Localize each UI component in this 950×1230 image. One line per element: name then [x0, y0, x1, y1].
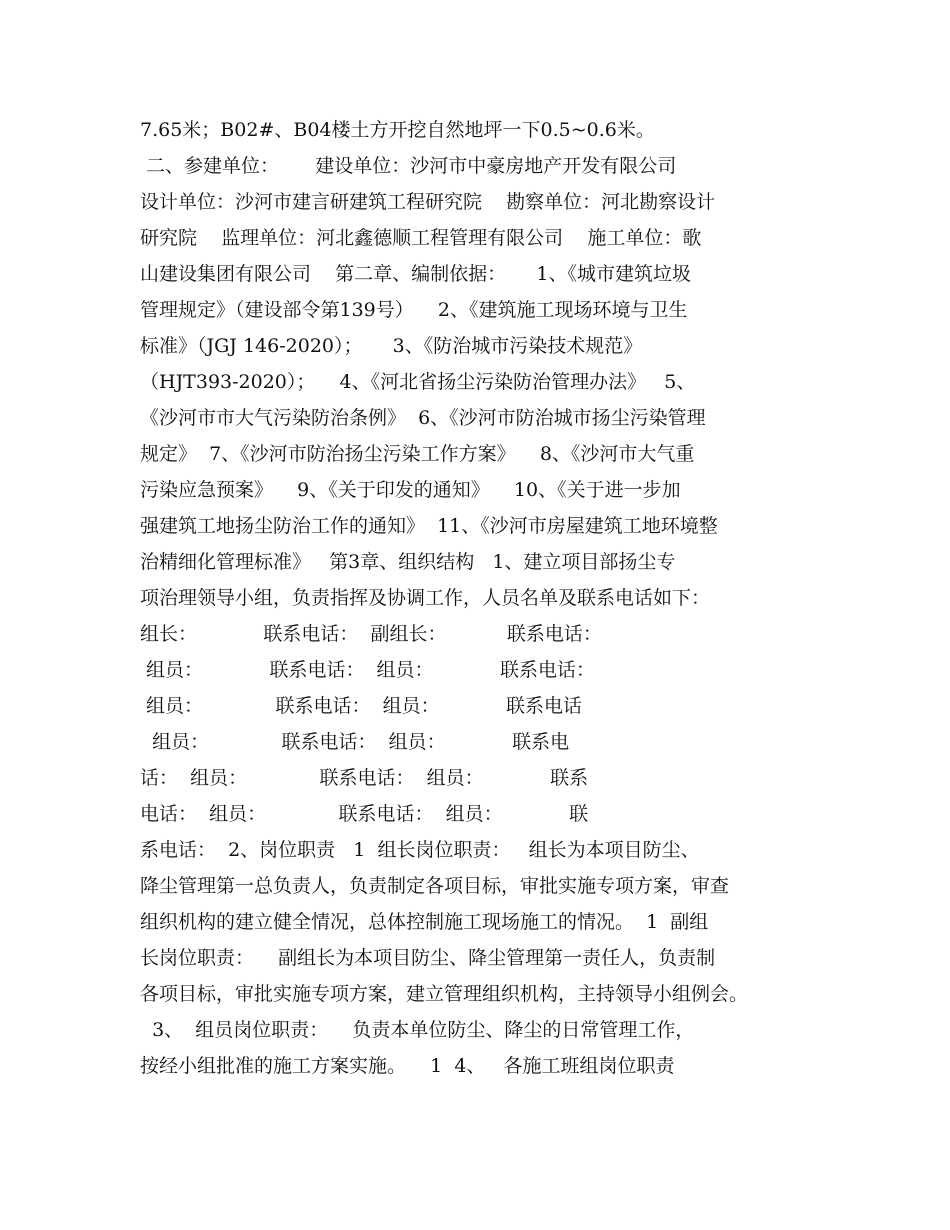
- text-line: 按经小组批准的施工方案实施。 1 4、 各施工班组岗位职责: [140, 1055, 675, 1077]
- text-line: 组员： 联系电话： 组员： 联系电话：: [140, 659, 595, 681]
- text-line: 长岗位职责： 副组长为本项目防尘、降尘管理第一责任人，负责制: [140, 947, 716, 969]
- text-line: 组员： 联系电话： 组员： 联系电话: [140, 695, 583, 717]
- text-line: 污染应急预案》 9、《关于印发的通知》 10、《关于进一步加: [140, 479, 681, 501]
- text-line: 电话： 组员： 联系电话： 组员： 联: [140, 803, 589, 825]
- text-line: 二、参建单位： 建设单位：沙河市中豪房地产开发有限公司: [140, 155, 677, 177]
- text-line: 7.65米；B02#、B04楼土方开挖自然地坪一下0.5~0.6米。: [140, 119, 655, 141]
- text-line: 项治理领导小组，负责指挥及协调工作，人员名单及联系电话如下：: [140, 587, 711, 609]
- text-line: 组员： 联系电话： 组员： 联系电: [140, 731, 570, 753]
- text-line: 《沙河市市大气污染防治条例》 6、《沙河市防治城市扬尘污染管理: [140, 407, 706, 429]
- text-line: 话： 组员： 联系电话： 组员： 联系: [140, 767, 589, 789]
- text-line: 组织机构的建立健全情况，总体控制施工现场施工的情况。 1 副组: [140, 911, 709, 933]
- text-line: 强建筑工地扬尘防治工作的通知》 11、《沙河市房屋建筑工地环境整: [140, 515, 718, 537]
- text-line: 研究院 监理单位：河北鑫德顺工程管理有限公司 施工单位：歌: [140, 227, 702, 249]
- text-line: 治精细化管理标准》 第3章、组织结构 1、建立项目部扬尘专: [140, 551, 676, 573]
- text-line: （HJT393-2020）； 4、《河北省扬尘污染防治管理办法》 5、: [140, 371, 696, 393]
- text-line: 规定》 7、《沙河市防治扬尘污染工作方案》 8、《沙河市大气重: [140, 443, 695, 465]
- text-line: 管理规定》（建设部令第139号） 2、《建筑施工现场环境与卫生: [140, 299, 688, 321]
- text-line: 各项目标，审批实施专项方案，建立管理组织机构，主持领导小组例会。: [140, 983, 749, 1005]
- text-line: 系电话： 2、岗位职责 1 组长岗位职责： 组长为本项目防尘、: [140, 839, 700, 861]
- text-line: 山建设集团有限公司 第二章、编制依据： 1、《城市建筑垃圾: [140, 263, 691, 285]
- text-line: 降尘管理第一总负责人，负责制定各项目标，审批实施专项方案，审查: [140, 875, 730, 897]
- text-line: 标准》（JGJ 146-2020）； 3、《防治城市污染技术规范》: [140, 335, 643, 357]
- text-line: 3、 组员岗位职责： 负责本单位防尘、降尘的日常管理工作，: [140, 1019, 695, 1041]
- text-line: 设计单位：沙河市建言研建筑工程研究院 勘察单位：河北勘察设计: [140, 191, 716, 213]
- text-line: 组长： 联系电话： 副组长： 联系电话：: [140, 623, 602, 645]
